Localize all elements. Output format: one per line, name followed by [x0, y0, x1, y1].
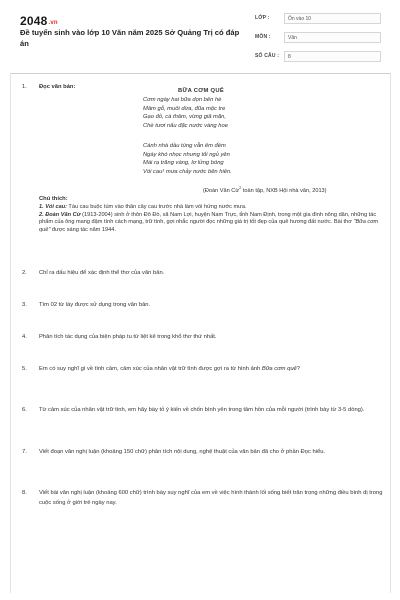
footnote-1	[39, 204, 379, 212]
poem-stanza-2	[143, 142, 232, 176]
poem-line: Mái rạ trăng vàng, lơ lửng bóng	[143, 160, 224, 167]
question-heading: Đọc văn bản:	[39, 84, 76, 90]
question-text: Viết bài văn nghị luận (khoảng 600 chữ) trình bày suy nghĩ của em về việc hình thành lối sống biết trân trọng những điều bình dị trong cuộc sống ở giới trẻ ngày nay.	[39, 490, 383, 506]
poem-line: Mâm gỗ, muôi dừa, đũa mộc tre	[143, 105, 226, 112]
site-logo[interactable]	[20, 14, 58, 28]
source-author: (Đoàn Văn Cừ	[203, 187, 240, 194]
poem-stanza-1	[143, 96, 228, 130]
question-text: Phân tích tác dụng của biện pháp tu từ liệt kê trong khổ thơ thứ nhất.	[39, 334, 217, 340]
poem-line: Vói cau¹ mưa chảy nước bên hiên.	[143, 168, 232, 175]
question-number: 1.	[22, 84, 27, 90]
footnote-italic: "Bữa cơm quê"	[39, 219, 379, 234]
poem-line: Cơm ngày hai bữa dọn bên hè	[143, 97, 222, 103]
question-text-italic: Bữa cơm quê	[261, 366, 297, 372]
footnote-text: Tàu cau buộc túm vào thân cây cau trước nhà làm vói hứng nước mưa.	[66, 203, 247, 210]
meta-row-subject	[255, 31, 381, 43]
exam-meta	[255, 12, 381, 69]
question-number: 7.	[22, 449, 27, 455]
question-text: Chỉ ra dấu hiệu để xác định thể thơ của văn bản.	[39, 270, 165, 276]
meta-label: SỐ CÂU :	[255, 53, 280, 59]
question-number: 5.	[22, 366, 27, 372]
question-text: Từ cảm xúc của nhân vật trữ tình, em hãy bày tỏ ý kiến về chốn bình yên trong tâm hồn của mỗi người (trình bày từ 3-5 dòng).	[39, 407, 365, 413]
poem-line: Ngày khó nhọc nhưng tối ngủ yên	[143, 151, 230, 158]
right-border	[390, 73, 391, 593]
source-footnote-mark: 2	[239, 185, 242, 190]
left-border	[10, 73, 11, 593]
meta-label: MÔN :	[255, 34, 271, 40]
meta-value-count: 8	[284, 51, 381, 62]
poem-source	[203, 185, 327, 194]
question-text	[39, 364, 389, 374]
footnote-text: (1913-2004) sinh ở thôn Đô Đò, xã Nam Lợi, huyện Nam Trực, tỉnh Nam Định, trong một gia đình nông dân, những tác phẩm của ông mang đậm tính cách mạng, trữ tình, gợi nhắc người đọc những giá trị tốt đẹp của quê hương đất nước. Bài thơ	[39, 211, 377, 226]
meta-value-class: Ôn vào 10	[284, 13, 381, 24]
meta-label: LỚP :	[255, 15, 270, 21]
footnotes-heading: Chú thích:	[39, 196, 68, 202]
question-text: Tìm 02 từ láy được sử dụng trong văn bản.	[39, 302, 151, 308]
question-number: 3.	[22, 302, 27, 308]
source-publication: toàn tập, NXB Hội nhà văn, 2013)	[241, 187, 327, 194]
meta-value-subject: Văn	[284, 32, 381, 43]
question-text-main: Em có suy nghĩ gì về tình cảm, cảm xúc của nhân vật trữ tình được gợi ra từ hình ảnh	[39, 366, 262, 372]
question-text: Viết đoạn văn nghị luận (khoảng 150 chữ) phân tích nội dung, nghệ thuật của văn bản đã cho ở phần Đọc hiểu.	[39, 449, 326, 455]
footnote-2	[39, 212, 379, 235]
question-text-tail: ?	[296, 366, 301, 372]
footnote-tail: được sáng tác năm 1944.	[50, 227, 116, 234]
poem-line: Chè tươi nấu đặc nước vàng hoe	[143, 122, 228, 129]
logo-main-text: 2048	[20, 14, 48, 28]
document-title: Đề tuyển sinh vào lớp 10 Văn năm 2025 Sở Quảng Trị có đáp án	[20, 28, 240, 48]
question-number: 2.	[22, 270, 27, 276]
poem-line: Gạo đỏ, cà thâm, vừng giã mặn,	[143, 114, 226, 121]
question-number: 8.	[22, 490, 27, 496]
footnote-term: 2. Đoàn Văn Cừ	[39, 211, 81, 218]
header-divider	[10, 73, 390, 74]
question-number: 4.	[22, 334, 27, 340]
meta-row-class	[255, 12, 381, 24]
logo-suffix-text: .vn	[48, 20, 58, 26]
footnote-term: 1. Vói cau:	[39, 203, 67, 210]
poem-title: BỮA CƠM QUÊ	[178, 88, 225, 94]
meta-row-count	[255, 50, 381, 62]
poem-line: Cánh nhà dầu túng vẫn êm đềm	[143, 143, 226, 149]
question-number: 6.	[22, 407, 27, 413]
footnotes	[39, 196, 379, 235]
